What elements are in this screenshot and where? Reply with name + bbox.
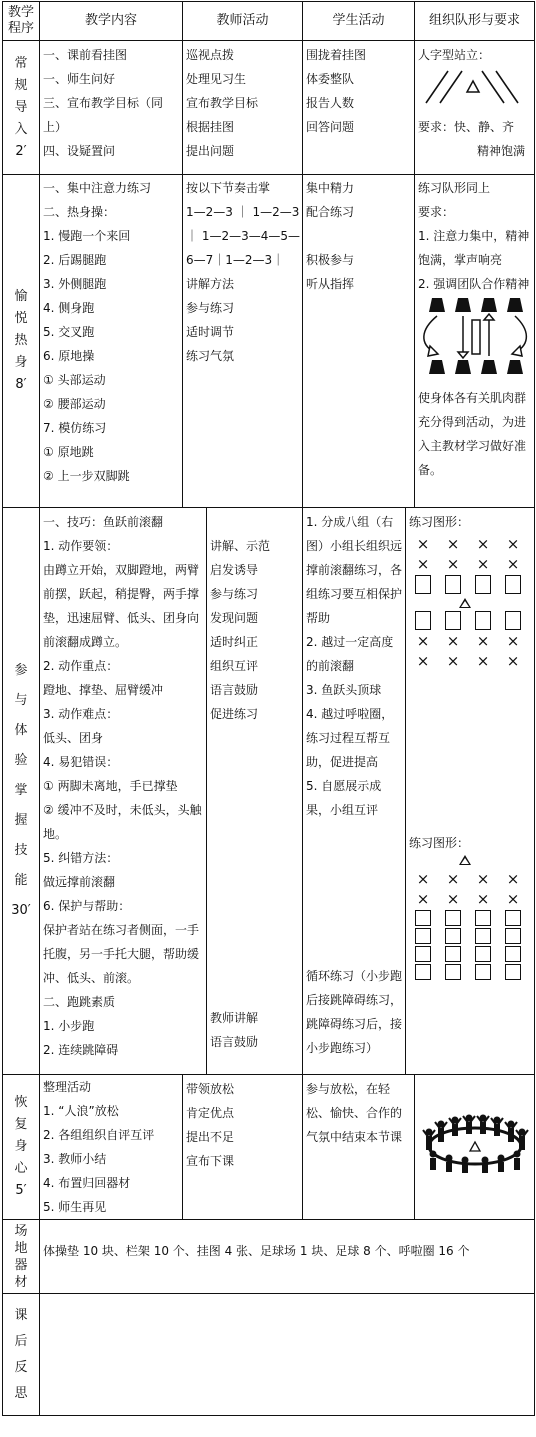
teacher-cell: 按以下节奏击掌 1—2—3 ｜ 1—2—3 ｜ 1—2—3—4—5— 6—7｜1—2—3｜ 讲解方法 参与练习 适时调节 练习气氛 bbox=[183, 175, 303, 508]
content-cell: 一、课前看挂图 一、师生问好 三、宣布教学目标（同 上） 四、设疑置问 bbox=[40, 41, 183, 175]
content-cell: 一、技巧：鱼跃前滚翻 1. 动作要领： 由蹲立开始，双脚蹬地，两臂前摆，跃起，稍提臀，两手撑垫，迅速屈臂、低头、团身向前滚翻成蹲立。 2. 动作重点： 蹬地、撑垫、屈臂缓冲 3. 动作难点： 低头、团身 4. 易犯错误： ① 两脚未离地，手已撑垫 ② 缓冲不及时，未低头，头触地。 5. 纠错方法： 做远撑前滚翻 6. 保护与帮助： 保护者站在练习者侧面，一手托腹，另一手托大腿，帮助缓冲、低头、前滚。 二、跑跳素质 1. 小步跑 2. 连续跳障碍 bbox=[40, 508, 207, 1074]
section-recovery bbox=[3, 1075, 535, 1220]
v-formation-diagram bbox=[418, 67, 528, 107]
student-org-merged-cell bbox=[303, 508, 535, 1075]
section-equipment bbox=[3, 1220, 535, 1294]
section-reflection bbox=[3, 1294, 535, 1416]
student-cell: 集中精力 配合练习 积极参与 听从指挥 bbox=[303, 175, 415, 508]
header-student: 学生活动 bbox=[303, 2, 415, 41]
organization-cell: 人字型站立： 要求：快、静、齐 精神饱满 bbox=[415, 41, 535, 175]
organization-cell bbox=[415, 1075, 535, 1220]
header-procedure: 教学程序 bbox=[3, 2, 40, 41]
circle-relaxation-diagram bbox=[419, 1112, 531, 1174]
teacher-cell: 巡视点拨 处理见习生 宣布教学目标 根据挂图 提出问题 bbox=[183, 41, 303, 175]
reflection-cell[interactable] bbox=[40, 1294, 535, 1416]
section-warmup bbox=[3, 175, 535, 508]
stage-label: 参 与 体 验 掌 握 技 能 30′ bbox=[3, 508, 40, 1075]
lesson-plan-page bbox=[0, 1, 536, 1437]
practice-formation-1: × × × × × × × × × × × × × × × × bbox=[416, 535, 520, 670]
teacher-marker-icon bbox=[459, 855, 471, 865]
stage-label: 常 规 导 入 2′ bbox=[3, 41, 40, 175]
section-skills bbox=[3, 508, 535, 1075]
organization-cell: 练习队形同上 要求： 1. 注意力集中，精神饱满，掌声响亮 2. 强调团队合作精神 使身体各有关肌肉群充分得到活动，为进入主教材学习做好准备。 bbox=[415, 175, 535, 508]
organization-cell: 练习图形： × × × × × × × × × × × × × × × × 练习图形： × × × × × × × × bbox=[406, 508, 534, 1074]
header-teacher: 教师活动 bbox=[183, 2, 303, 41]
student-cell: 围拢着挂图 体委整队 报告人数 回答问题 bbox=[303, 41, 415, 175]
content-cell: 一、集中注意力练习 二、热身操： 1. 慢跑一个来回 2. 后踢腿跑 3. 外侧腿跑 4. 侧身跑 5. 交叉跑 6. 原地操 ① 头部运动 ② 腰部运动 7. 模仿练习 ① 原地跳 ② 上一步双脚跳 bbox=[40, 175, 183, 508]
header-row bbox=[3, 2, 535, 41]
equipment-list: 体操垫 10 块、栏架 10 个、挂图 4 张、足球场 1 块、足球 8 个、呼啦圈 16 个 bbox=[40, 1220, 535, 1294]
teacher-cell: 讲解、示范 启发诱导 参与练习 发现问题 适时纠正 组织互评 语言鼓励 促进练习 教师讲解 语言鼓励 bbox=[210, 539, 271, 1049]
content-teacher-merged-cell bbox=[40, 508, 303, 1075]
student-cell: 1. 分成八组（右图）小组长组织远撑前滚翻练习，各组练习要互相保护帮助 2. 越过一定高度的前滚翻 3. 鱼跃头顶球 4. 越过呼啦圈，练习过程互帮互助，促进提高 5. 自愿展示成果，小组互评 循环练习（小步跑后接跳障碍练习，跳障碍练习后，接小步跑练习） bbox=[303, 508, 406, 1074]
stage-label: 恢 复 身 心 5′ bbox=[3, 1075, 40, 1220]
teacher-marker-icon bbox=[459, 598, 471, 608]
section-intro bbox=[3, 41, 535, 175]
practice-formation-2: × × × × × × × × bbox=[409, 855, 531, 981]
stage-label: 场 地 器 材 bbox=[3, 1220, 40, 1294]
header-organization: 组织队形与要求 bbox=[415, 2, 535, 41]
lesson-plan-table bbox=[2, 1, 535, 1416]
relay-running-diagram bbox=[418, 296, 530, 378]
content-cell: 整理活动 1. “人浪”放松 2. 各组组织自评互评 3. 教师小结 4. 布置归回器材 5. 师生再见 bbox=[40, 1075, 183, 1220]
teacher-cell: 带领放松 肯定优点 提出不足 宣布下课 bbox=[183, 1075, 303, 1220]
stage-label: 愉 悦 热 身 8′ bbox=[3, 175, 40, 508]
student-cell: 参与放松，在轻松、愉快、合作的气氛中结束本节课 bbox=[303, 1075, 415, 1220]
header-content: 教学内容 bbox=[40, 2, 183, 41]
stage-label: 课 后 反 思 bbox=[3, 1294, 40, 1416]
